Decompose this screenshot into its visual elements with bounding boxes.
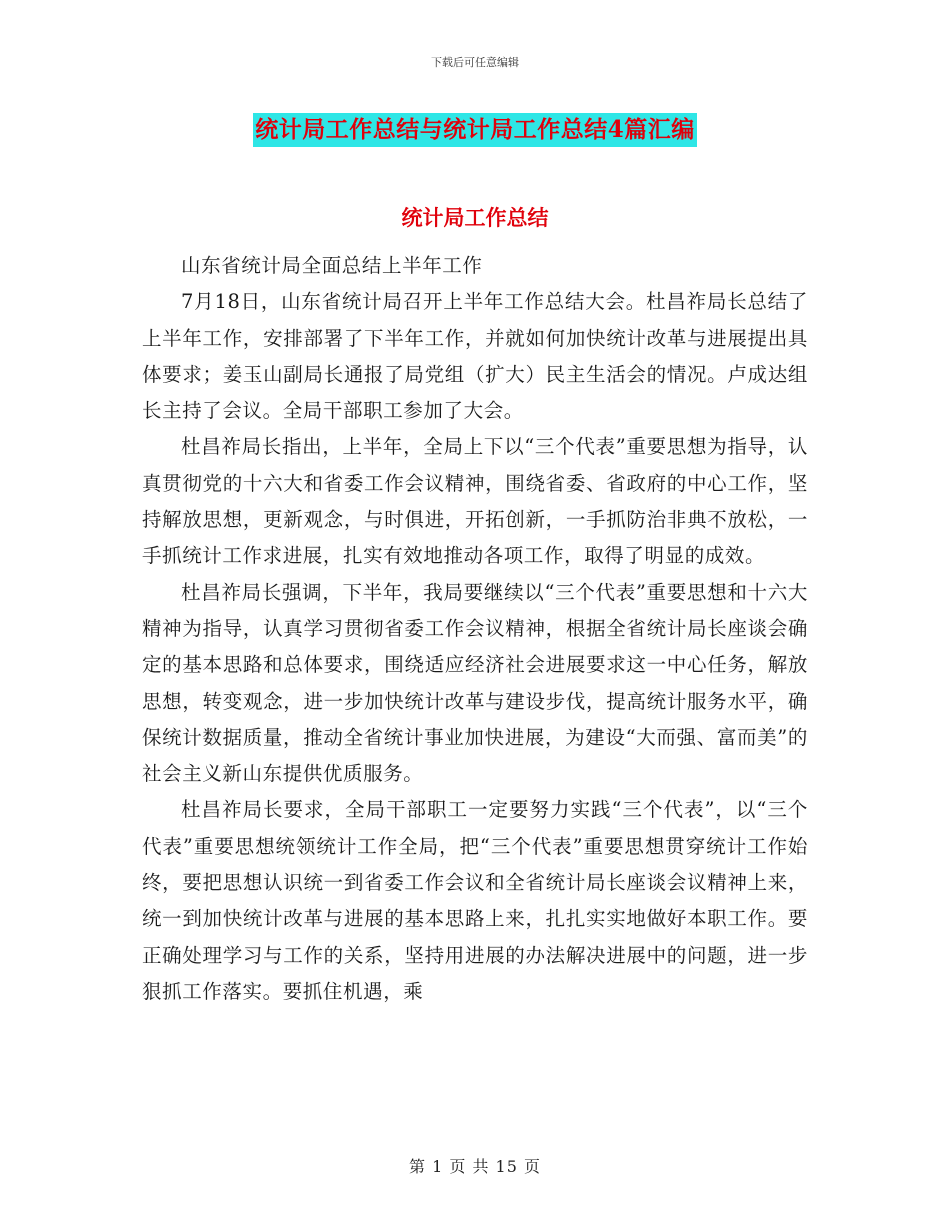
paragraph: 山东省统计局全面总结上半年工作 <box>181 254 483 277</box>
page-header-note: 下载后可任意编辑 <box>431 56 519 69</box>
document-body <box>142 248 808 1010</box>
paragraph: 杜昌祚局长强调，下半年，我局要继续以“三个代表”重要思想和十六大精神为指导，认真学习贯彻省委工作会议精神，根据全省统计局长座谈会确定的基本思路和总体要求，围绕适应经济社会进展要求这一中心任务，解放思想，转变观念，进一步加快统计改革与建设步伐，提高统计服务水平，确保统计数据质量，推动全省统计事业加快进展，为建设“大而强、富而美”的社会主义新山东提供优质服务。 <box>142 580 808 786</box>
document-title-wrapper <box>0 113 950 147</box>
page-number-footer: 第 1 页 共 15 页 <box>409 1157 541 1176</box>
paragraph: 7月18日，山东省统计局召开上半年工作总结大会。杜昌祚局长总结了上半年工作，安排部署了下半年工作，并就如何加快统计改革与进展提出具体要求；姜玉山副局长通报了局党组（扩大）民主生活会的情况。卢成达组长主持了会议。全局干部职工参加了大会。 <box>142 290 808 423</box>
paragraph: 杜昌祚局长要求，全局干部职工一定要努力实践“三个代表”，以“三个代表”重要思想统领统计工作全局，把“三个代表”重要思想贯穿统计工作始终，要把思想认识统一到省委工作会议和全省统计局长座谈会议精神上来，统一到加快统计改革与进展的基本思路上来，扎扎实实地做好本职工作。要正确处理学习与工作的关系，坚持用进展的办法解决进展中的问题，进一步狠抓工作落实。要抓住机遇，乘 <box>142 798 808 1003</box>
paragraph: 杜昌祚局长指出，上半年，全局上下以“三个代表”重要思想为指导，认真贯彻党的十六大和省委工作会议精神，围绕省委、省政府的中心工作，坚持解放思想，更新观念，与时俱进，开拓创新，一手抓防治非典不放松，一手抓统计工作求进展，扎实有效地推动各项工作，取得了明显的成效。 <box>142 435 808 568</box>
document-title: 统计局工作总结与统计局工作总结4篇汇编 <box>253 113 697 147</box>
section-title: 统计局工作总结 <box>401 205 549 230</box>
